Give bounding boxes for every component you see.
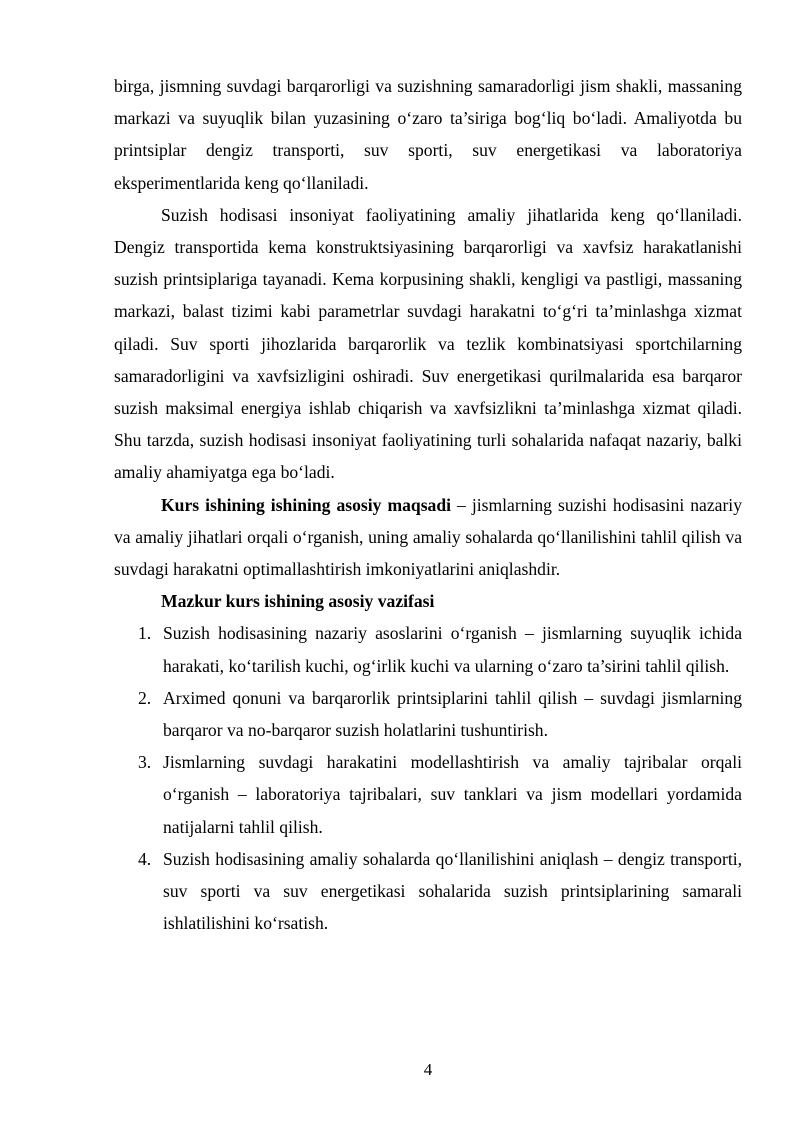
goal-text: – jismlarning suzishi hodisasini nazariy va amaliy jihatlari orqali o‘rganish, uning amaliy sohalarda qo‘llanilishini tahlil qilish va suvdagi harakatni optimallashtirish imkoniyatlarini aniqlashdir. [114,494,742,580]
task-number: 2. [138,687,152,708]
task-item [114,843,742,940]
goal-heading: Kurs ishining ishining asosiy maqsadi [161,494,452,515]
task-item [114,617,742,681]
task-text: Suzish hodisasining amaliy sohalarda qo‘llanilishini aniqlash – dengiz transporti, suv sporti va suv energetikasi sohalarida suzish printsiplarining samarali ishlatilishini ko‘rsatish. [163,848,742,934]
task-number: 4. [138,848,152,869]
task-item [114,746,742,843]
task-text: Suzish hodisasining nazariy asoslarini o‘rganish – jismlarning suyuqlik ichida harakati, ko‘tarilish kuchi, og‘irlik kuchi va ularning o‘zaro ta’sirini tahlil qilish. [163,623,742,676]
task-number: 1. [138,623,152,644]
document-page [114,70,742,939]
paragraph-applications: Suzish hodisasi insoniyat faoliyatining amaliy jihatlarida keng qo‘llaniladi. Dengiz transportida kema konstruktsiyasining barqarorligi va xavfsiz harakatlanishi suzish printsiplariga tayanadi. Kema korpusining shakli, kengligi va pastligi, massaning markazi, balast tizimi kabi parametrlar suvdagi harakatni to‘g‘ri ta’minlashga xizmat qiladi. Suv sporti jihozlarida barqarorlik va tezlik kombinatsiyasi sportchilarning samaradorligini va xavfsizligini oshiradi. Suv energetikasi qurilmalarida esa barqaror suzish maksimal energiya ishlab chiqarish va xavfsizlikni ta’minlashga xizmat qiladi. Shu tarzda, suzish hodisasi insoniyat faoliyatining turli sohalarida nafaqat nazariy, balki amaliy ahamiyatga ega bo‘ladi. [114,204,742,483]
paragraph-goal [114,489,742,586]
task-item [114,682,742,746]
task-text: Jismlarning suvdagi harakatini modellashtirish va amaliy tajribalar orqali o‘rganish – laboratoriya tajribalari, suv tanklari va jism modellari yordamida natijalarni tahlil qilish. [163,752,742,837]
paragraph-continued: birga, jismning suvdagi barqarorligi va suzishning samaradorligi jism shakli, massaning markazi va suyuqlik bilan yuzasining o‘zaro ta’siriga bog‘liq bo‘ladi. Amaliyotda bu printsiplar dengiz transporti, suv sporti, suv energetikasi va laboratoriya eksperimentlarida keng qo‘llaniladi. [114,76,742,193]
page-number: 4 [423,1060,433,1079]
tasks-list [114,617,742,939]
task-text: Arximed qonuni va barqarorlik printsiplarini tahlil qilish – suvdagi jismlarning barqaror va no-barqaror suzish holatlarini tushuntirish. [163,687,742,741]
task-number: 3. [138,752,152,773]
tasks-heading: Mazkur kurs ishining asosiy vazifasi [161,591,435,612]
